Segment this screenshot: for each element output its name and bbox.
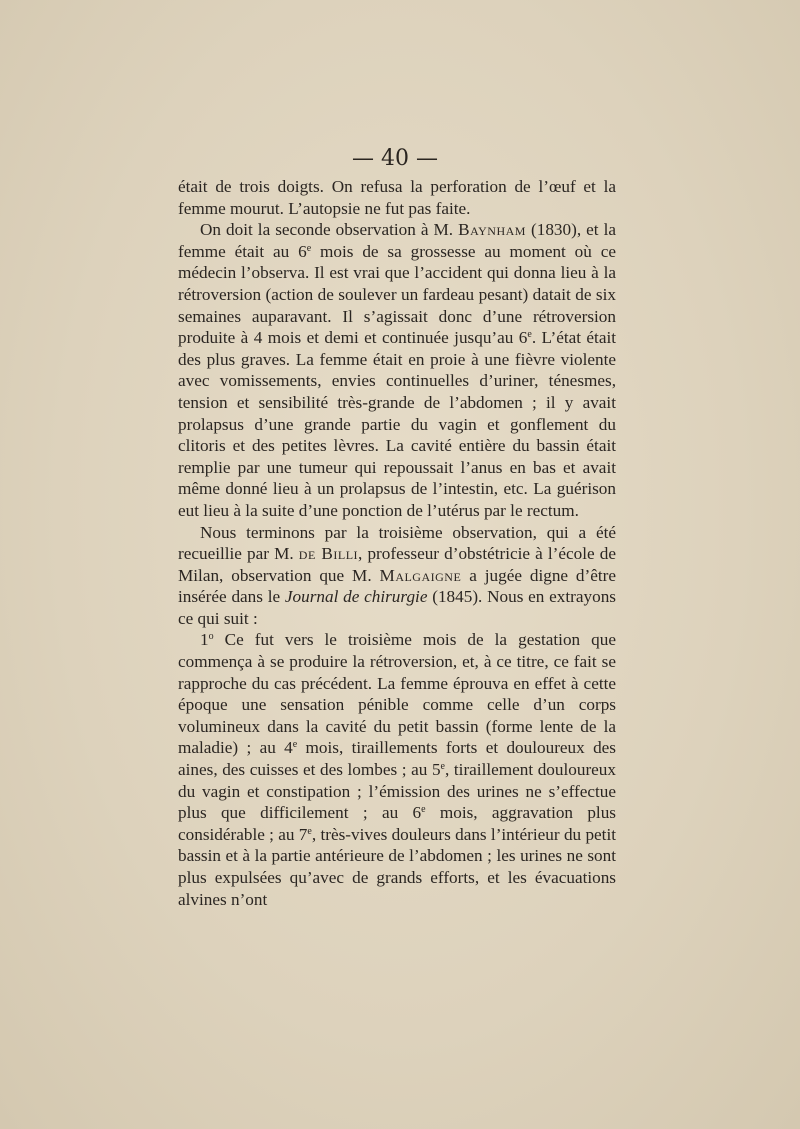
superscript: o	[208, 631, 214, 643]
paragraph	[178, 629, 616, 910]
text-run: 1	[200, 630, 209, 650]
superscript: e	[292, 739, 298, 751]
text-run: mois, aggravation plus considérable ; au 7	[178, 803, 616, 844]
paragraph	[178, 176, 616, 219]
person-name: Baynham	[458, 220, 526, 240]
person-name: de Billi	[298, 544, 359, 564]
body-text	[178, 176, 616, 910]
text-run: , tiraillement douloureux du vagin et constipation ; l’émission des urines ne s’effectue plus que difficilement ; au 6	[178, 760, 616, 823]
superscript: e	[527, 329, 532, 341]
text-run: mois de sa grossesse au moment où ce médecin l’observa. Il est vrai que l’accident qui donna lieu à la rétroversion (action de soulever un fardeau pesant) datait de six semaines auparavant. Il s’agissait donc d’une rétroversion produite à 4 mois et demi et continuée jusqu’au 6	[178, 241, 616, 348]
text-run: Nous terminons par la troisième observation, qui a été recueillie par M.	[178, 522, 616, 564]
text-run: (1830), et la femme était au 6	[178, 220, 616, 261]
superscript: e	[440, 761, 445, 773]
text-run: était de trois doigts. On refusa la perforation de l’œuf et la femme mourut. L’autopsie ne fut pas faite.	[178, 177, 616, 218]
text-run: . L’état était des plus graves. La femme était en proie à une fièvre violente avec vomissements, envies continuelles d’uriner, ténesmes, tension et sensibilité très-grande de l’abdomen ; il y avait prolapsus d’une grande partie du vagin et gonflement du clitoris et des petites lèvres. La cavité entière du bassin était remplie par une tumeur qui repoussait l’anus en bas et avait même donné lieu à un prolapsus de l’intestin, etc. La guérison eut lieu à la suite d’une ponction de l’utérus par le rectum.	[178, 328, 616, 520]
superscript: e	[421, 804, 426, 816]
superscript: e	[306, 242, 312, 254]
text-run: (1845). Nous en extrayons ce qui suit :	[178, 587, 616, 628]
text-run: , professeur d’obstétricie à l’école de Milan, observation que M.	[178, 544, 616, 585]
text-run: , très-vives douleurs dans l’intérieur du petit bassin et à la partie antérieure de l’abdomen ; les urines ne sont plus expulsées qu’avec de grands efforts, et les évacuations alvines n’ont	[178, 824, 616, 909]
paragraph	[178, 522, 616, 630]
superscript: e	[307, 825, 312, 837]
paragraph	[178, 219, 616, 521]
text-run: mois, tiraillements forts et douloureux des aines, des cuisses et des lombes ; au 5	[178, 738, 616, 780]
text-run: On doit la seconde observation à M.	[200, 220, 459, 240]
page-number: — 40 —	[352, 146, 438, 171]
text-run: Ce fut vers le troisième mois de la gestation que commença à se produire la rétroversion, et, à ce titre, ce fait se rapproche du cas précédent. La femme éprouva en effet à cette époque une sensation pénible comme celle d’un corps volumineux dans la cavité du petit bassin (forme lente de la maladie) ; au 4	[178, 630, 616, 758]
journal-title: Journal de chirurgie	[284, 587, 428, 607]
text-run: a jugée digne d’être insérée dans le	[178, 565, 617, 607]
person-name: Malgaigne	[379, 565, 462, 585]
